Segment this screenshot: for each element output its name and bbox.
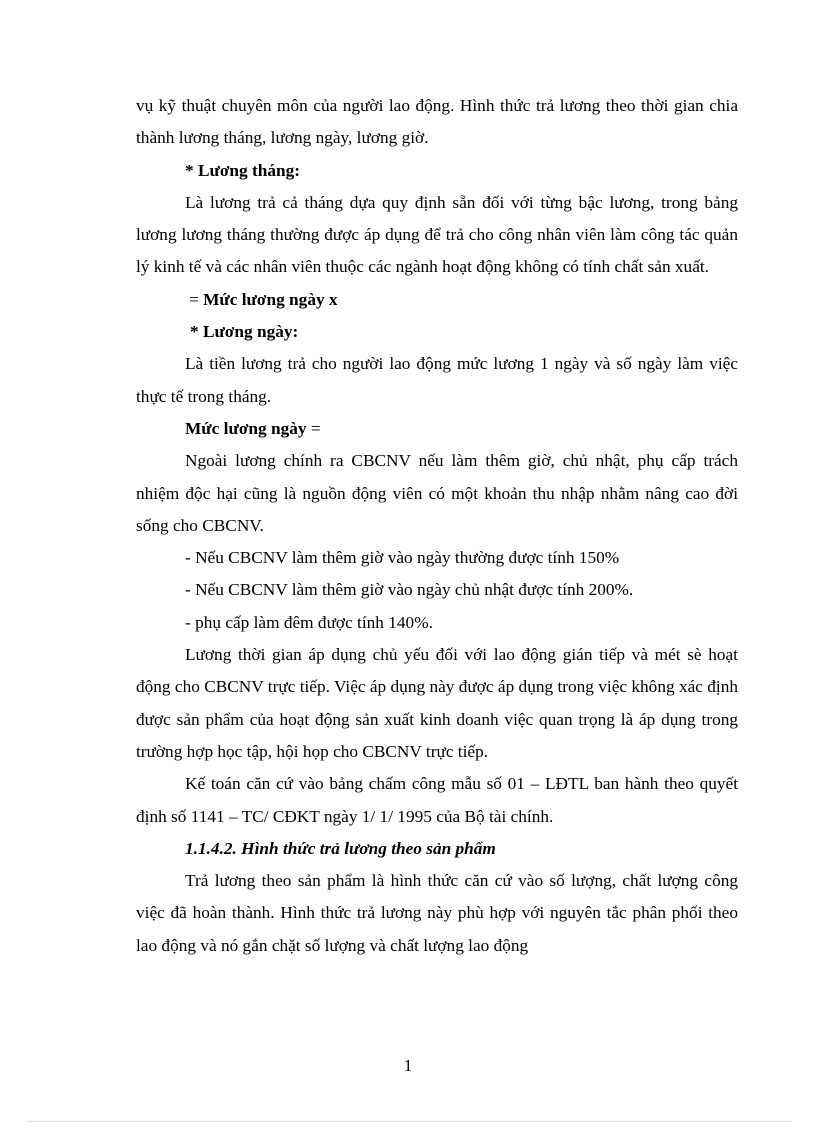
formula-prefix: = (189, 289, 204, 309)
formula-line (136, 284, 738, 316)
formula-daily-wage (136, 413, 738, 445)
document-body (136, 90, 738, 962)
paragraph-time-based-intro: vụ kỹ thuật chuyên môn của người lao động. Hình thức trả lương theo thời gian chia thành lương tháng, lương ngày, lương giờ. (136, 96, 738, 148)
list-item-night-allowance: - phụ cấp làm đêm được tính 140%. (185, 612, 433, 632)
subheading-monthly-wage: * Lương tháng: (185, 160, 301, 180)
formula-daily-wage-equals: = (306, 418, 321, 438)
paragraph-timesheet: Kế toán căn cứ vào bảng chấm công mẫu số 01 – LĐTL ban hành theo quyết định số 1141 – TC/ CĐKT ngày 1/ 1/ 1995 của Bộ tài chính. (136, 774, 738, 826)
list-item-weekday-overtime: - Nếu CBCNV làm thêm giờ vào ngày thường được tính 150% (185, 548, 620, 568)
formula-daily-wage-label: Mức lương ngày (185, 418, 307, 438)
paragraph-overtime: Ngoài lương chính ra CBCNV nếu làm thêm giờ, chủ nhật, phụ cấp trách nhiệm độc hại cũng là nguồn động viên có một khoản thu nhập nhằm nâng cao đời sống cho CBCNV. (136, 451, 738, 535)
paragraph-monthly-wage: Là lương trả cả tháng dựa quy định sẵn đối với từng bậc lương, trong bảng lương lương tháng thường được áp dụng để trả cho công nhân viên làm công tác quản lý kinh tế và các nhân viên thuộc các ngành hoạt động không có tính chất sản xuất. (136, 192, 738, 277)
subheading-daily-wage: * Lương ngày: (190, 322, 299, 342)
list-item-sunday-overtime: - Nếu CBCNV làm thêm giờ vào ngày chủ nhật được tính 200%. (185, 580, 634, 600)
formula-bold-text: Mức lương ngày x (203, 289, 338, 309)
paragraph-piece-rate: Trả lương theo sản phẩm là hình thức căn cứ vào số lượng, chất lượng công việc đã hoàn thành. Hình thức trả lương này phù hợp với nguyên tắc phân phối theo lao động và nó gắn chặt số lượng và chất lượng lao động (136, 871, 738, 955)
page-bottom-divider (28, 1121, 792, 1122)
page-number: 1 (403, 1056, 413, 1075)
paragraph-daily-wage: Là tiền lương trả cho người lao động mức lương 1 ngày và số ngày làm việc thực tế trong tháng. (136, 354, 738, 406)
section-heading-piece-rate: 1.1.4.2. Hình thức trả lương theo sản phẩm (185, 838, 496, 858)
paragraph-time-based-application: Lương thời gian áp dụng chủ yếu đối với lao động gián tiếp và mét sè hoạt động cho CBCNV trực tiếp. Việc áp dụng này được áp dụng trong việc không xác định được sản phẩm của hoạt động sản xuất kinh doanh việc quan trọng là áp dụng trong trường hợp học tập, hội họp cho CBCNV trực tiếp. (136, 645, 738, 761)
